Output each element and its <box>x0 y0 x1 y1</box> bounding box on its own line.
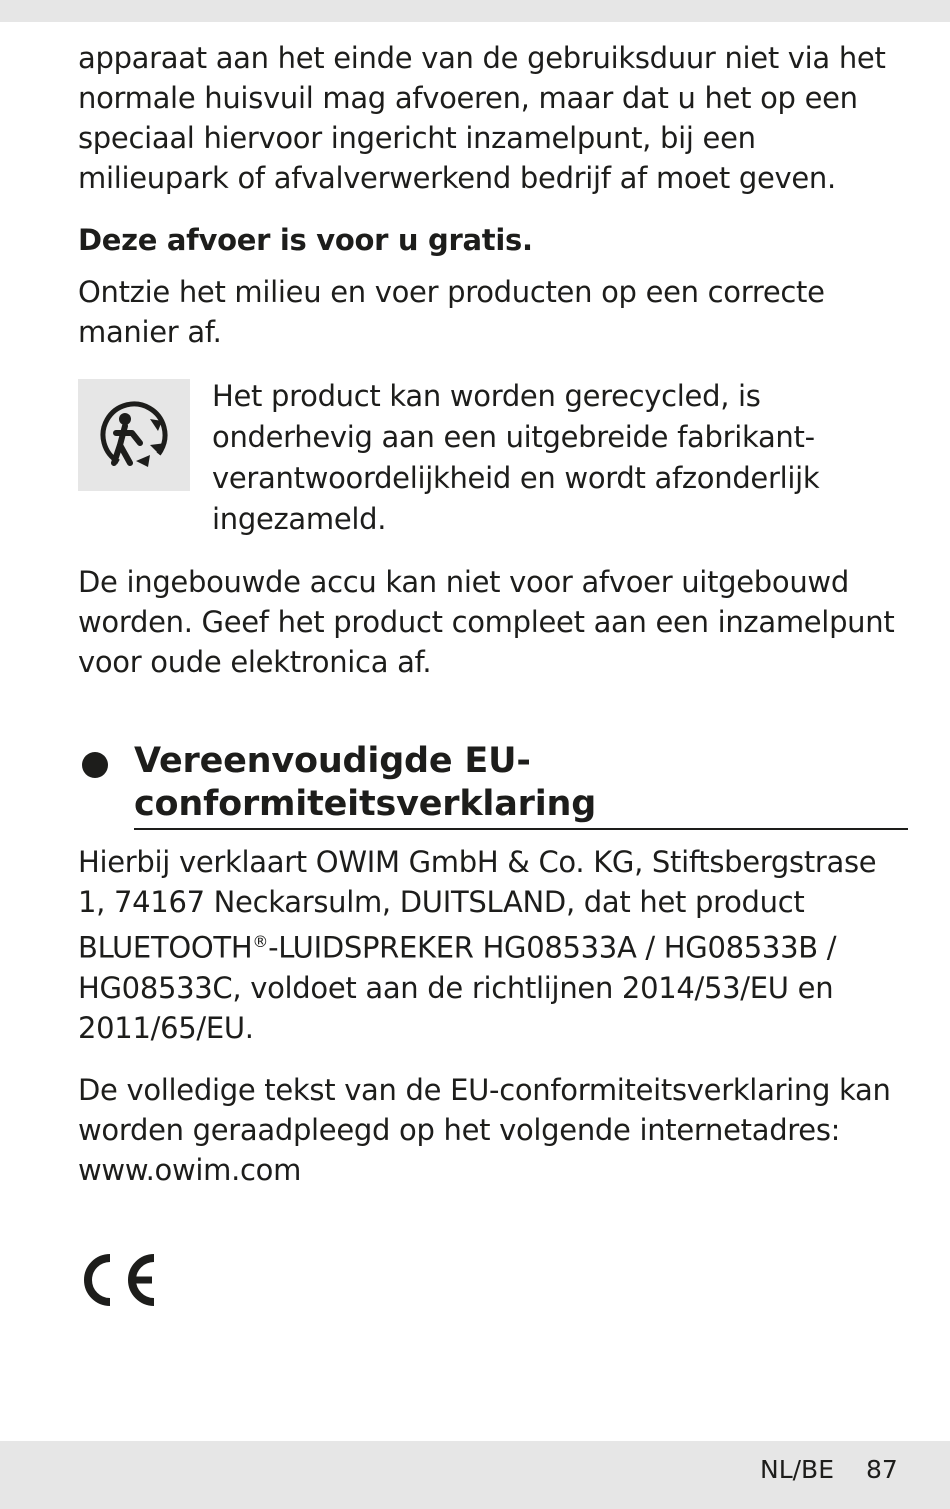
declaration-text-end: -LUIDSPREKER HG08533A / HG08533B / HG08533C, voldoet aan de richtlijnen 2014/53/EU en 2011/65/EU. <box>78 930 837 1045</box>
environment-paragraph: Ontzie het milieu en voer producten op een correcte manier af. <box>78 275 825 349</box>
page-footer <box>0 1441 950 1509</box>
ce-mark-icon <box>78 1252 908 1312</box>
page-content <box>78 38 908 1312</box>
registered-mark: ® <box>252 932 269 951</box>
disposal-paragraph: apparaat aan het einde van de gebruiksduur niet via het normale huisvuil mag afvoeren, maar dat u het op een speciaal hiervoor ingericht inzamelpunt, bij een milieupark of afvalverwerkend bedrijf af moet geven. <box>78 41 886 195</box>
recycling-text: Het product kan worden gerecycled, is onderhevig aan een uitgebreide fabrikant-verantwoordelijkheid en wordt afzonderlijk ingezameld. <box>212 379 820 536</box>
triman-recycling-icon <box>78 379 190 491</box>
conformity-section <box>78 740 908 830</box>
full-text-paragraph: De volledige tekst van de EU-conformiteitsverklaring kan worden geraadpleegd op het volgende internetadres: www.owim.com <box>78 1072 891 1187</box>
language-label: NL/BE <box>760 1455 834 1484</box>
battery-paragraph: De ingebouwde accu kan niet voor afvoer uitgebouwd worden. Geef het product compleet aan een inzamelpunt voor oude elektronica af. <box>78 565 895 679</box>
bullet-icon <box>82 752 108 778</box>
page-number: 87 <box>866 1455 898 1484</box>
section-heading: Vereenvoudigde EU-conformiteitsverklaring <box>134 740 908 830</box>
declaration-paragraph <box>78 842 908 1048</box>
declaration-text-start: Hierbij verklaart OWIM GmbH & Co. KG, Stiftsbergstrase 1, 74167 Neckarsulm, DUITSLAND, dat het product BLUETOOTH <box>78 845 877 965</box>
free-disposal-note: Deze afvoer is voor u gratis. <box>78 223 533 257</box>
recycling-info <box>78 376 908 540</box>
top-band <box>0 0 950 22</box>
